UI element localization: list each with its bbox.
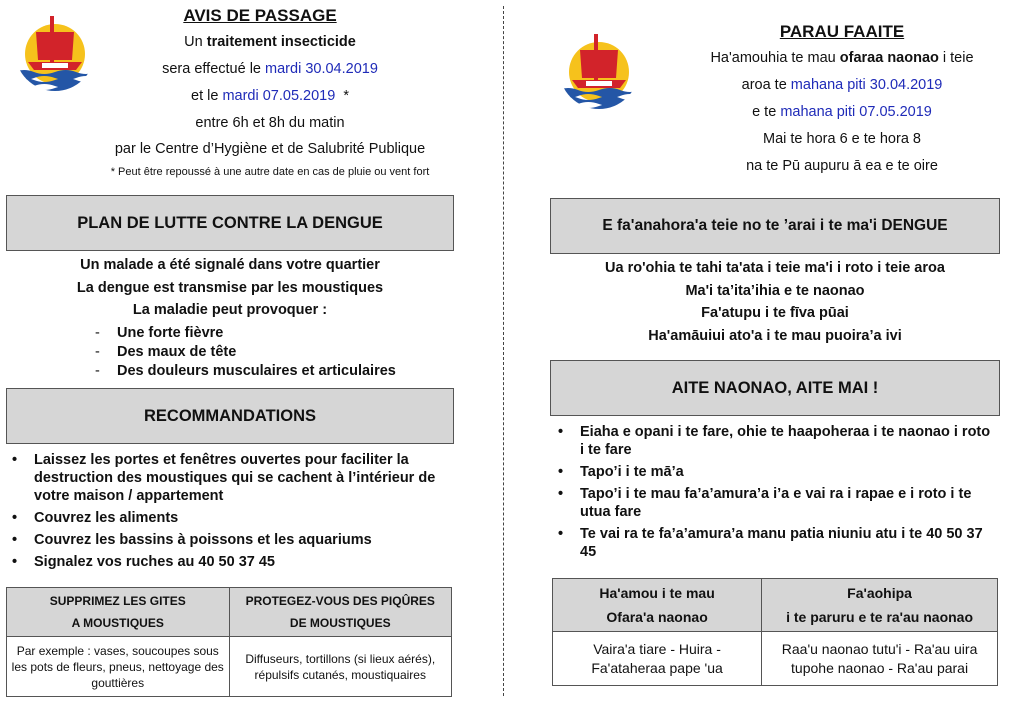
tahitian-notice xyxy=(510,0,1024,701)
polynesia-emblem-icon xyxy=(558,28,640,110)
info-line: Ma'i ta’ita’ihia e te naonao xyxy=(685,283,865,299)
table-header-cell: Ha'amou i te mau Ofara'a naonao xyxy=(553,579,762,632)
recommendation-list xyxy=(10,451,450,571)
notice-line-1: Un traitement insecticide xyxy=(184,34,356,50)
list-item: • Laissez les portes et fenêtres ouvertes pour faciliter la destruction des moustiques qui se cachent à l’intérieur de votre maison / appartement xyxy=(12,452,436,504)
symptom-list xyxy=(95,324,475,380)
notice-footnote: * Peut être repoussé à une autre date en cas de pluie ou vent fort xyxy=(110,166,430,178)
table-cell: Vaira'a tiare - Huira - Fa'ataheraa pape 'ua xyxy=(553,632,762,686)
table-header-cell: PROTEGEZ-VOUS DES PIQÛRES DE MOUSTIQUES xyxy=(229,588,452,637)
notice-line-4: entre 6h et 8h du matin xyxy=(195,115,345,131)
table-cell: Diffuseurs, tortillons (si lieux aérés), répulsifs cutanés, moustiquaires xyxy=(229,637,452,697)
list-item: - Des douleurs musculaires et articulaires xyxy=(95,363,396,379)
action-table xyxy=(6,587,452,697)
table-cell: Par exemple : vases, soucoupes sous les pots de fleurs, pneus, nettoyage des gouttières xyxy=(7,637,230,697)
table-header-cell: Fa'aohipa i te paruru e te ra'au naonao xyxy=(762,579,998,632)
notice-line-4: Mai te hora 6 e te hora 8 xyxy=(763,131,921,147)
list-item: - Des maux de tête xyxy=(95,344,237,360)
list-item: • Tapo’i i te mau fa’a’amura’a i’a e vai ra i rapae e i roto i te utua fare xyxy=(558,486,972,520)
notice-title: PARAU FAAITE xyxy=(779,22,905,41)
plan-heading: PLAN DE LUTTE CONTRE LA DENGUE xyxy=(6,195,454,251)
action-table xyxy=(552,578,998,686)
notice-line-5: na te Pū aupuru ā ea e te oire xyxy=(746,158,938,174)
recommendation-list xyxy=(556,423,992,561)
recommendations-heading: RECOMMANDATIONS xyxy=(6,388,454,444)
page-divider xyxy=(503,6,504,696)
list-item: • Signalez vos ruches au 40 50 37 45 xyxy=(12,554,275,570)
table-header-cell: SUPPRIMEZ LES GITES A MOUSTIQUES xyxy=(7,588,230,637)
info-line: Fa'atupu i te fīva pūai xyxy=(701,305,849,321)
plan-heading: E fa'anahora'a teie no te ’arai i te ma'i DENGUE xyxy=(550,198,1000,254)
info-line: La maladie peut provoquer : xyxy=(132,302,328,318)
table-cell: Raa'u naonao tutu'i - Ra'au uira tupohe naonao - Ra'au parai xyxy=(762,632,998,686)
list-item: • Couvrez les bassins à poissons et les aquariums xyxy=(12,532,372,548)
french-notice xyxy=(0,0,500,701)
notice-line-2: sera effectué le mardi 30.04.2019 xyxy=(162,61,378,77)
recommendations-heading: AITE NAONAO, AITE MAI ! xyxy=(550,360,1000,416)
notice-line-2: aroa te mahana piti 30.04.2019 xyxy=(741,77,943,93)
notice-line-3: e te mahana piti 07.05.2019 xyxy=(752,104,932,120)
notice-line-3: et le mardi 07.05.2019 * xyxy=(191,88,349,104)
list-item: • Couvrez les aliments xyxy=(12,510,179,526)
info-line: Ua ro'ohia te tahi ta'ata i teie ma'i i roto i teie aroa xyxy=(605,260,945,276)
list-item: • Te vai ra te fa’a’amura’a manu patia niuniu atu i te 40 50 37 45 xyxy=(558,526,983,560)
list-item: • Eiaha e opani i te fare, ohie te haapoheraa i te naonao i roto i te fare xyxy=(558,424,991,458)
info-line: Un malade a été signalé dans votre quartier xyxy=(80,257,380,273)
info-line: La dengue est transmise par les moustiques xyxy=(76,280,384,296)
list-item: - Une forte fièvre xyxy=(95,325,224,341)
notice-line-1: Ha'amouhia te mau ofaraa naonao i teie xyxy=(710,50,974,66)
notice-title: AVIS DE PASSAGE xyxy=(183,6,337,25)
list-item: • Tapo’i i te mā’a xyxy=(558,464,684,480)
notice-line-5: par le Centre d’Hygiène et de Salubrité Publique xyxy=(114,141,426,157)
info-line: Ha'amāuiui ato'a i te mau puoira’a ivi xyxy=(648,328,902,344)
